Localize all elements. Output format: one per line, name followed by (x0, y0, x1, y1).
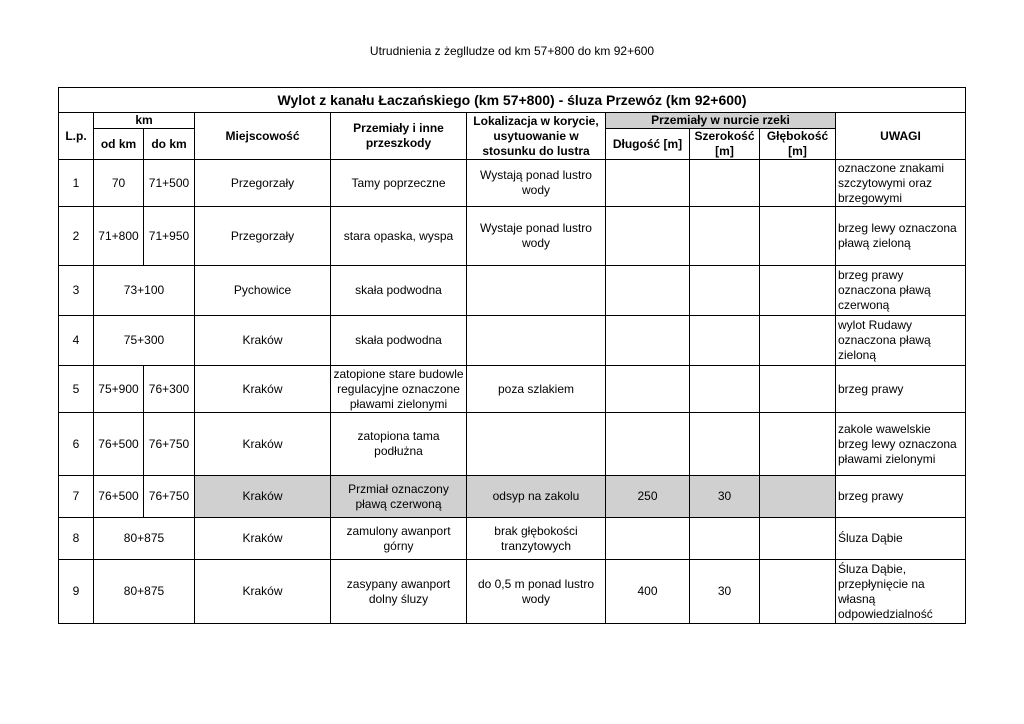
cell-od-km: 76+500 (94, 413, 144, 476)
cell-lokalizacja: do 0,5 m ponad lustro wody (467, 560, 606, 624)
cell-szerokosc: 30 (690, 476, 760, 518)
obstacles-table (58, 87, 966, 624)
cell-miejscowosc: Kraków (195, 560, 331, 624)
caption-row (59, 88, 966, 113)
cell-lokalizacja (467, 413, 606, 476)
cell-miejscowosc: Przegorzały (195, 207, 331, 266)
cell-lokalizacja: brak głębokości tranzytowych (467, 518, 606, 560)
table-row (59, 207, 966, 266)
cell-dlugosc (606, 160, 690, 207)
cell-miejscowosc: Pychowice (195, 266, 331, 316)
cell-uwagi: brzeg prawy (836, 366, 966, 413)
table-row (59, 160, 966, 207)
cell-glebokosc (760, 518, 836, 560)
cell-uwagi: brzeg prawy (836, 476, 966, 518)
cell-miejscowosc: Przegorzały (195, 160, 331, 207)
cell-miejscowosc: Kraków (195, 476, 331, 518)
header-row-1 (59, 113, 966, 129)
cell-glebokosc (760, 316, 836, 366)
cell-lokalizacja: poza szlakiem (467, 366, 606, 413)
cell-uwagi: wylot Rudawy oznaczona pławą zieloną (836, 316, 966, 366)
cell-miejscowosc: Kraków (195, 316, 331, 366)
table-caption: Wylot z kanału Łaczańskiego (km 57+800) - śluza Przewóz (km 92+600) (59, 88, 966, 113)
cell-przeszkody: Tamy poprzeczne (331, 160, 467, 207)
cell-szerokosc (690, 207, 760, 266)
cell-glebokosc (760, 366, 836, 413)
cell-szerokosc: 30 (690, 560, 760, 624)
cell-dlugosc (606, 316, 690, 366)
cell-do-km: 76+300 (144, 366, 195, 413)
cell-od-km: 70 (94, 160, 144, 207)
cell-lokalizacja: Wystaje ponad lustro wody (467, 207, 606, 266)
cell-szerokosc (690, 518, 760, 560)
cell-szerokosc (690, 413, 760, 476)
header-przemialy: Przemiały i inne przeszkody (331, 113, 467, 160)
cell-lp: 8 (59, 518, 94, 560)
cell-do-km: 71+950 (144, 207, 195, 266)
header-szerokosc: Szerokość [m] (690, 129, 760, 160)
cell-lp: 4 (59, 316, 94, 366)
cell-lokalizacja: Wystają ponad lustro wody (467, 160, 606, 207)
cell-glebokosc (760, 266, 836, 316)
cell-dlugosc: 250 (606, 476, 690, 518)
cell-dlugosc (606, 266, 690, 316)
header-miejscowosc: Miejscowość (195, 113, 331, 160)
cell-przeszkody: zasypany awanport dolny śluzy (331, 560, 467, 624)
header-przemialy-nurt: Przemiały w nurcie rzeki (606, 113, 836, 129)
cell-uwagi: zakole wawelskie brzeg lewy oznaczona pławami zielonymi (836, 413, 966, 476)
cell-dlugosc: 400 (606, 560, 690, 624)
cell-miejscowosc: Kraków (195, 413, 331, 476)
table-row (59, 476, 966, 518)
header-km: km (94, 113, 195, 129)
cell-lp: 3 (59, 266, 94, 316)
cell-km: 80+875 (94, 560, 195, 624)
cell-lp: 2 (59, 207, 94, 266)
cell-szerokosc (690, 316, 760, 366)
cell-glebokosc (760, 476, 836, 518)
cell-lokalizacja (467, 316, 606, 366)
cell-przeszkody: zatopiona tama podłużna (331, 413, 467, 476)
cell-lp: 9 (59, 560, 94, 624)
header-glebokosc: Głębokość [m] (760, 129, 836, 160)
cell-do-km: 76+750 (144, 413, 195, 476)
cell-przeszkody: zatopione stare budowle regulacyjne oznaczone pławami zielonymi (331, 366, 467, 413)
cell-miejscowosc: Kraków (195, 366, 331, 413)
cell-km: 73+100 (94, 266, 195, 316)
cell-km: 80+875 (94, 518, 195, 560)
cell-dlugosc (606, 518, 690, 560)
cell-szerokosc (690, 160, 760, 207)
cell-od-km: 76+500 (94, 476, 144, 518)
cell-km: 75+300 (94, 316, 195, 366)
table-row (59, 560, 966, 624)
cell-przeszkody: zamulony awanport górny (331, 518, 467, 560)
header-od-km: od km (94, 129, 144, 160)
table-row (59, 413, 966, 476)
cell-uwagi: Śluza Dąbie, przepłynięcie na własną odpowiedzialność (836, 560, 966, 624)
cell-lokalizacja: odsyp na zakolu (467, 476, 606, 518)
cell-lp: 6 (59, 413, 94, 476)
cell-miejscowosc: Kraków (195, 518, 331, 560)
cell-szerokosc (690, 366, 760, 413)
cell-przeszkody: skała podwodna (331, 316, 467, 366)
cell-uwagi: oznaczone znakami szczytowymi oraz brzegowymi (836, 160, 966, 207)
table-row (59, 266, 966, 316)
cell-glebokosc (760, 560, 836, 624)
cell-uwagi: Śluza Dąbie (836, 518, 966, 560)
cell-uwagi: brzeg prawy oznaczona pławą czerwoną (836, 266, 966, 316)
cell-szerokosc (690, 266, 760, 316)
cell-dlugosc (606, 366, 690, 413)
cell-glebokosc (760, 160, 836, 207)
cell-przeszkody: stara opaska, wyspa (331, 207, 467, 266)
cell-do-km: 76+750 (144, 476, 195, 518)
header-dlugosc: Długość [m] (606, 129, 690, 160)
cell-lp: 5 (59, 366, 94, 413)
cell-lp: 7 (59, 476, 94, 518)
cell-przeszkody: Przmiał oznaczony pławą czerwoną (331, 476, 467, 518)
table-row (59, 366, 966, 413)
cell-od-km: 71+800 (94, 207, 144, 266)
cell-glebokosc (760, 207, 836, 266)
cell-uwagi: brzeg lewy oznaczona pławą zieloną (836, 207, 966, 266)
cell-lokalizacja (467, 266, 606, 316)
table-row (59, 316, 966, 366)
cell-dlugosc (606, 413, 690, 476)
table-row (59, 518, 966, 560)
cell-glebokosc (760, 413, 836, 476)
cell-dlugosc (606, 207, 690, 266)
page-title: Utrudnienia z żeglludze od km 57+800 do km 92+600 (369, 44, 655, 58)
header-lp: L.p. (59, 113, 94, 160)
header-do-km: do km (144, 129, 195, 160)
cell-od-km: 75+900 (94, 366, 144, 413)
cell-lp: 1 (59, 160, 94, 207)
cell-przeszkody: skała podwodna (331, 266, 467, 316)
cell-do-km: 71+500 (144, 160, 195, 207)
header-uwagi: UWAGI (836, 113, 966, 160)
header-lokalizacja: Lokalizacja w korycie, usytuowanie w stosunku do lustra (467, 113, 606, 160)
